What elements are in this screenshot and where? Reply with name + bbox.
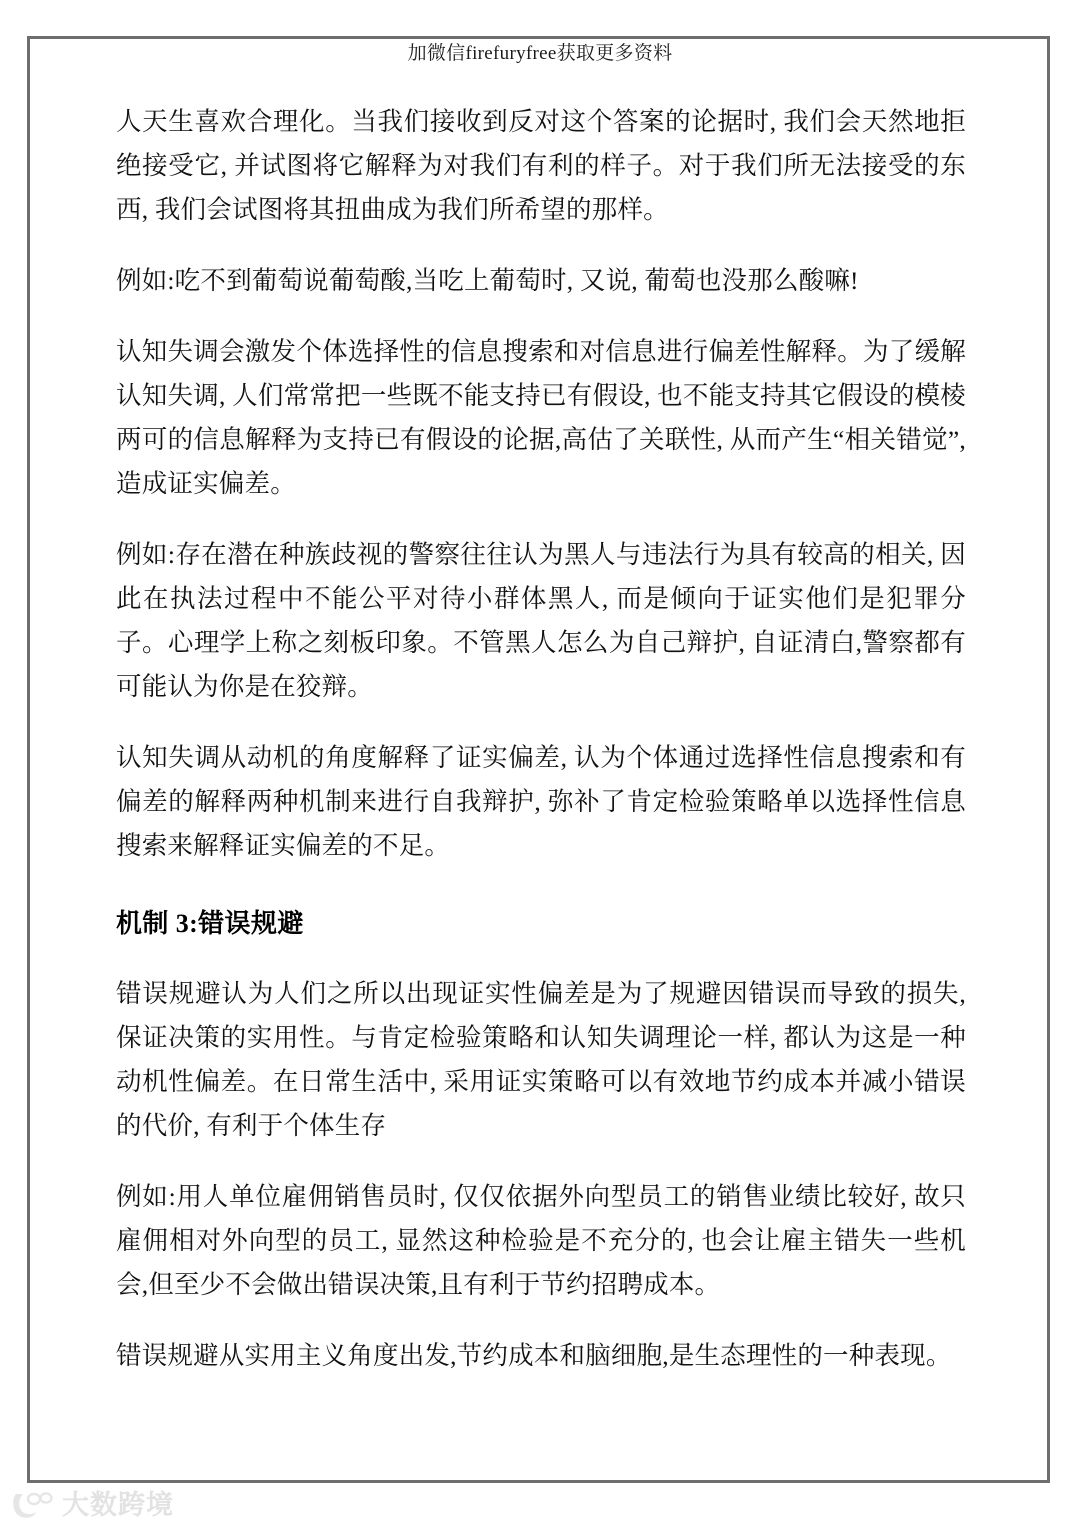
- watermark: [10, 1490, 174, 1520]
- paragraph: 认知失调会激发个体选择性的信息搜索和对信息进行偏差性解释。为了缓解认知失调, 人们常常把一些既不能支持已有假设, 也不能支持其它假设的模棱两可的信息解释为支持已有假设的论据,高估了关联性, 从而产生“相关错觉”, 造成证实偏差。: [116, 337, 966, 498]
- paragraph: 错误规避从实用主义角度出发,节约成本和脑细胞,是生态理性的一种表现。: [116, 1341, 952, 1370]
- dashujingjing-logo-icon: [10, 1490, 54, 1520]
- paragraph: 错误规避认为人们之所以出现证实性偏差是为了规避因错误而导致的损失, 保证决策的实用性。与肯定检验策略和认知失调理论一样, 都认为这是一种动机性偏差。在日常生活中, 采用证实策略可以有效地节约成本并减小错误的代价, 有利于个体生存: [116, 979, 966, 1140]
- watermark-label: 大数跨境: [62, 1489, 174, 1520]
- running-header: 加微信firefuryfree获取更多资料: [407, 43, 673, 64]
- section-heading: 机制 3:错误规避: [116, 909, 304, 938]
- paragraph: 认知失调从动机的角度解释了证实偏差, 认为个体通过选择性信息搜索和有偏差的解释两种机制来进行自我辩护, 弥补了肯定检验策略单以选择性信息搜索来解释证实偏差的不足。: [116, 743, 966, 860]
- paragraph-example: 例如:存在潜在种族歧视的警察往往认为黑人与违法行为具有较高的相关, 因此在执法过程中不能公平对待小群体黑人, 而是倾向于证实他们是犯罪分子。心理学上称之刻板印象。不管黑人怎么为自己辩护, 自证清白,警察都有可能认为你是在狡辩。: [116, 540, 966, 701]
- paragraph-example: 例如:用人单位雇佣销售员时, 仅仅依据外向型员工的销售业绩比较好, 故只雇佣相对外向型的员工, 显然这种检验是不充分的, 也会让雇主错失一些机会,但至少不会做出错误决策,且有利于节约招聘成本。: [116, 1182, 966, 1299]
- paragraph-example: 例如:吃不到葡萄说葡萄酸,当吃上葡萄时, 又说, 葡萄也没那么酸嘛!: [116, 266, 859, 295]
- document-text-column: [116, 100, 966, 1378]
- paragraph: 人天生喜欢合理化。当我们接收到反对这个答案的论据时, 我们会天然地拒绝接受它, 并试图将它解释为对我们有利的样子。对于我们所无法接受的东西, 我们会试图将其扭曲成为我们所希望的那样。: [116, 107, 966, 224]
